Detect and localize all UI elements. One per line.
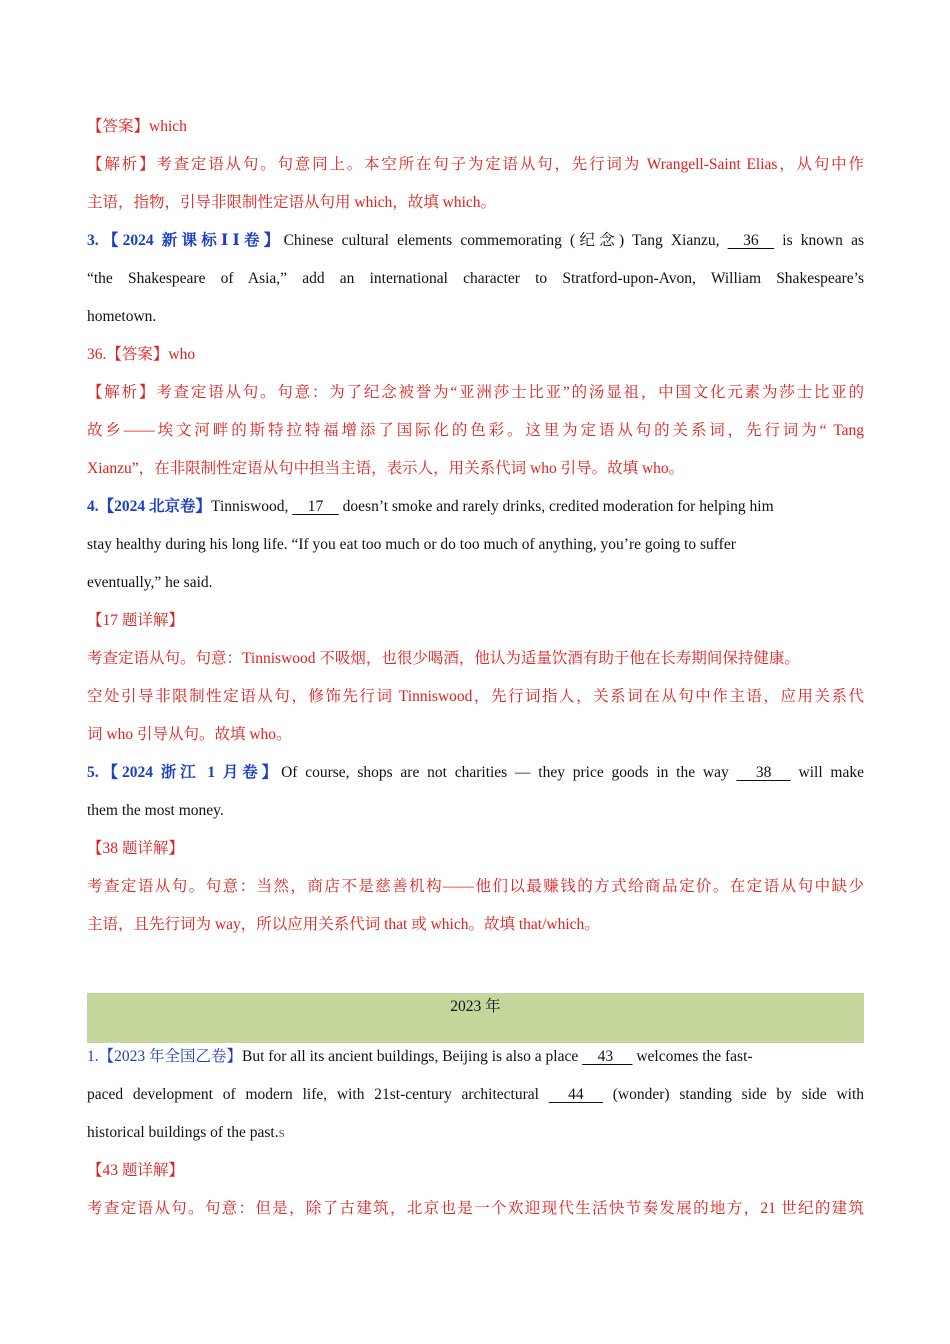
q2023-1-question-line-3 xyxy=(87,1114,864,1152)
q5-text-b: will make xyxy=(790,764,864,781)
year-section-header xyxy=(87,993,864,1043)
q2023-1-number: 1. xyxy=(87,1048,99,1065)
q5-blank: 38 xyxy=(736,764,791,781)
q5-question-line-2: them the most money. xyxy=(87,802,224,819)
q2023-1-text-a: But for all its ancient buildings, Beijing is also a place xyxy=(242,1048,583,1065)
q2023-1-blank-44: 44 xyxy=(548,1086,603,1103)
q5-number: 5. xyxy=(87,764,99,781)
q4-analysis-line-3: 词 who 引导从句。故填 who。 xyxy=(87,726,292,743)
q5-detail-heading: 【38 题详解】 xyxy=(87,840,184,857)
q2023-1-blank-43: 43 xyxy=(582,1048,633,1065)
q2023-1-analysis-line-1: 考查定语从句。句意：但是，除了古建筑，北京也是一个欢迎现代生活快节奏发展的地方，21 世纪的建筑 xyxy=(87,1200,864,1217)
q4-question-line-3: eventually,” he said. xyxy=(87,574,213,591)
q3-text-b: is known as xyxy=(774,232,864,249)
q2023-1-detail-heading: 【43 题详解】 xyxy=(87,1162,184,1179)
q3-question-line-1 xyxy=(87,222,864,260)
q3-analysis-line-1: 【解析】考查定语从句。句意：为了纪念被誉为“亚洲莎士比亚”的汤显祖，中国文化元素为莎士比亚的 xyxy=(87,384,864,401)
q2-analysis-line-1: 【解析】考查定语从句。句意同上。本空所在句子为定语从句，先行词为 Wrangell-Saint Elias，从句中作 xyxy=(87,156,864,173)
q4-question-line-1 xyxy=(87,488,864,526)
q2023-1-source: 【2023 年全国乙卷】 xyxy=(98,1048,243,1065)
q2023-1-line2-a: paced development of modern life, with 21st-century architectural xyxy=(87,1086,549,1103)
q5-text-a: Of course, shops are not charities — they price goods in the way xyxy=(281,764,737,781)
q4-question-line-2: stay healthy during his long life. “If you eat too much or do too much of anything, you’re going to suffer xyxy=(87,536,736,553)
q3-source: 【2024 新课标ⅠⅠ卷】 xyxy=(98,232,284,249)
section-2023 xyxy=(87,1038,864,1228)
q4-text-a: Tinniswood, xyxy=(211,498,293,515)
q2023-1-line3-mark: S xyxy=(278,1128,285,1140)
q4-analysis-line-2: 空处引导非限制性定语从句，修饰先行词 Tinniswood，先行词指人，关系词在从句中作主语，应用关系代 xyxy=(87,688,864,705)
q2-analysis-line-2: 主语，指物，引导非限制性定语从句用 which，故填 which。 xyxy=(87,194,497,211)
q3-blank: 36 xyxy=(727,232,775,249)
q2023-1-line2-b: (wonder) standing side by side with xyxy=(602,1086,865,1103)
document-page xyxy=(87,108,864,944)
q5-analysis-line-2: 主语，且先行词为 way，所以应用关系代词 that 或 which。故填 that/which。 xyxy=(87,916,600,933)
q2023-1-text-b: welcomes the fast- xyxy=(632,1048,753,1065)
q4-analysis-line-1: 考查定语从句。句意：Tinniswood 不吸烟，也很少喝酒，他认为适量饮酒有助于他在长寿期间保持健康。 xyxy=(87,650,800,667)
q4-number: 4. xyxy=(87,498,99,515)
q3-analysis-line-3: Xianzu”，在非限制性定语从句中担当主语，表示人，用关系代词 who 引导。故填 who。 xyxy=(87,460,685,477)
q4-detail-heading: 【17 题详解】 xyxy=(87,612,184,629)
q5-analysis-line-1: 考查定语从句。句意：当然，商店不是慈善机构——他们以最赚钱的方式给商品定价。在定语从句中缺少 xyxy=(87,878,864,895)
q4-source: 【2024 北京卷】 xyxy=(98,498,212,515)
q2-answer: 【答案】which xyxy=(87,118,187,135)
q2023-1-line3-text: historical buildings of the past. xyxy=(87,1124,279,1141)
q2023-1-question-line-1 xyxy=(87,1038,864,1076)
q3-analysis-line-2: 故乡——埃文河畔的斯特拉特福增添了国际化的色彩。这里为定语从句的关系词，先行词为“ Tang xyxy=(87,422,864,439)
q3-question-line-2: “the Shakespeare of Asia,” add an international character to Stratford-upon-Avon, William Shakespeare’s xyxy=(87,270,864,287)
q5-source: 【2024 浙江 1 月卷】 xyxy=(98,764,282,781)
q2023-1-question-line-2 xyxy=(87,1076,864,1114)
q3-answer: 36.【答案】who xyxy=(87,346,196,363)
year-section-title: 2023 年 xyxy=(450,998,501,1015)
q3-number: 3. xyxy=(87,232,99,249)
q3-question-line-3: hometown. xyxy=(87,308,157,325)
q4-blank: 17 xyxy=(292,498,339,515)
q5-question-line-1 xyxy=(87,754,864,792)
q4-text-b: doesn’t smoke and rarely drinks, credited moderation for helping him xyxy=(338,498,774,515)
q3-text-a: Chinese cultural elements commemorating (纪念) Tang Xianzu, xyxy=(283,232,728,249)
